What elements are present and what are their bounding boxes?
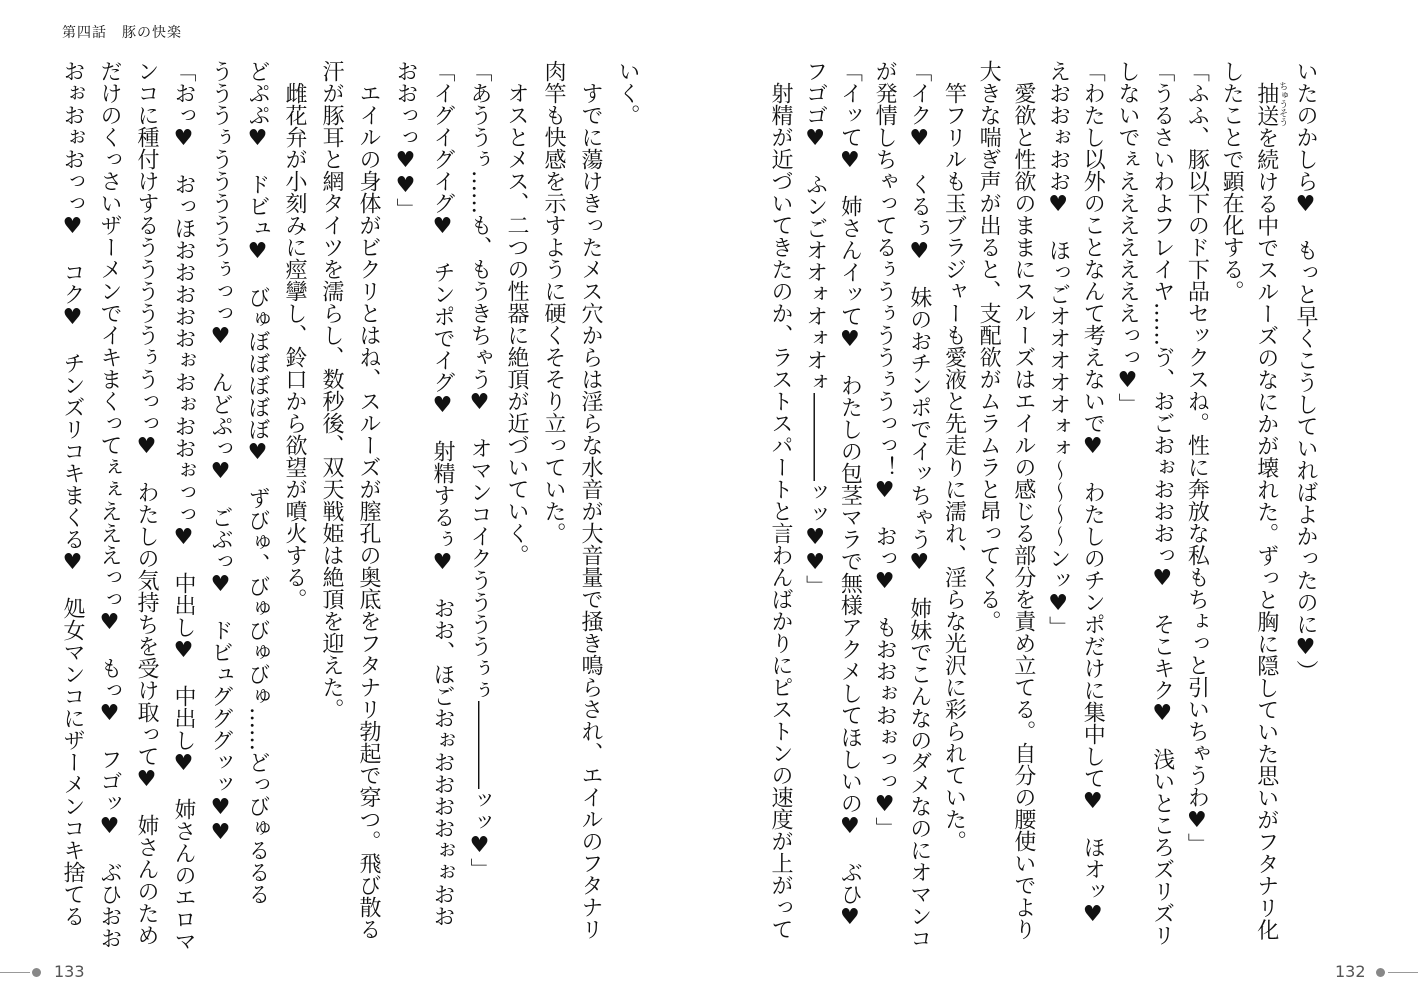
text-line: 「うるさいわよフレイヤ……ゔ、おごおぉおおおっ♥ そこキク♥ 浅いところズリズリ xyxy=(1149,60,1175,946)
page-number-left: 133 xyxy=(54,962,85,981)
text-line: 大きな喘ぎ声が出ると、支配欲がムラムラと昂ってくる。 xyxy=(976,60,1002,632)
right-footer-rule xyxy=(1388,972,1418,973)
text-line: 「ふふ、豚以下のド下品セックスね。性に奔放な私もちょっと引いちゃうわ♥」 xyxy=(1184,60,1210,855)
text-indent xyxy=(1254,60,1279,82)
left-page-body xyxy=(54,60,646,950)
text-line: 「あううぅ……も、もうきちゃう♥ オマンコイクううううぅぅ――――ッッ♥」 xyxy=(467,60,492,880)
text-line: 竿フリルも玉ブラジャーも愛液と先走りに濡れ、淫らな光沢に彩られていた。 xyxy=(941,60,967,852)
text-line: が発情しちゃってるぅうぅううぅうっっ！♥ おっ♥ もおおぉおぉっっ♥」 xyxy=(872,60,898,839)
right-footer-dot xyxy=(1376,968,1385,977)
text-line: オスとメス、二つの性器に絶頂が近づいていく。 xyxy=(504,60,529,566)
text-line: 雌花弁が小刻みに痙攣し、鈴口から欲望が噴火する。 xyxy=(282,60,307,610)
text-line: 「おっ♥ おっほおおおおおぉおぉおおぉっっ♥ 中出し♥ 中出し♥ 姉さんのエロマ xyxy=(171,60,196,952)
text-line: うううぅうううううぅっっ♥ んどぷっ♥ ごぶっ♥ ドビュグググッッ♥♥ xyxy=(208,60,233,845)
text-line: 射精が近づいてきたのか、ラストスパートと言わんばかりにピストンの速度が上がって xyxy=(767,60,793,940)
text-line: 「イグイグイグ♥ チンポでイグ♥ 射精するぅ♥ おお、ほごおぉおおおおぉぉおお xyxy=(430,60,455,927)
text-line: 汗が豚耳と網タイツを濡らし、数秒後、双天戦姫は絶頂を迎えた。 xyxy=(319,60,344,720)
ruby-base: 抽送 xyxy=(1253,81,1279,127)
text-line: エイルの身体がビクリとはね、スルーズが膣孔の奥底をフタナリ勃起で穿つ。飛び散る xyxy=(356,60,381,940)
ruby-reading: ちゅうそう xyxy=(1277,81,1288,127)
text-line: 「イク♥ くるぅ♥ 妹のおチンポでイッちゃう♥ 姉妹でこんなのダメなのにオマンコ xyxy=(906,60,932,949)
page-number-right: 132 xyxy=(1335,962,1366,981)
text-line: 「イッて♥ 姉さんイッて♥ わたしの包茎マラで無様アクメしてほしいの♥ ぶひ♥ xyxy=(837,60,863,930)
running-header-chapter-title: 第四話 豚の快楽 xyxy=(62,25,182,41)
text-line: 愛欲と性欲のままにスルーズはエイルの感じる部分を責め立てる。自分の腰使いでより xyxy=(1010,60,1036,940)
text-line: だけのくっさいザーメンでイキまくってぇぇえええっっ♥ もっ♥ フゴッ♥ ぶひおお xyxy=(97,60,122,949)
text-line: ンコに種付けするうううううぅうっっ♥ わたしの気持ちを受け取って♥ 姉さんのため xyxy=(134,60,159,946)
text-line: 「わたし以外のことなんて考えないで♥ わたしのチンポだけに集中して♥ ほオッ♥ xyxy=(1080,60,1106,927)
text-segment: を続ける中でスルーズのなにかが壊れた。ずっと胸に隠していた思いがフタナリ化 xyxy=(1253,126,1279,941)
right-page-body xyxy=(767,60,1322,950)
text-line: すでに蕩けきったメス穴からは淫らな水音が大音量で掻き鳴らされ、エイルのフタナリ xyxy=(578,60,603,940)
text-line: おぉおぉおっっ♥ コク♥ チンズリコキまくる♥ 処女マンコにザーメンコキ捨てる xyxy=(60,60,85,927)
text-line: したことで顕在化する。 xyxy=(1219,60,1245,302)
text-line: いたのかしら♥ もっと早くこうしていればよかったのに♥） xyxy=(1293,60,1318,682)
text-line: フゴゴ♥ ふンごオオォオォオォ――――ッッ♥♥」 xyxy=(802,60,828,597)
text-line: おおっっ♥♥」 xyxy=(393,60,418,220)
text-line: いく。 xyxy=(615,60,640,126)
text-line: しないでぇえええええええっっ♥」 xyxy=(1114,60,1140,415)
text-line: 肉竿も快感を示すように硬くそそり立っていた。 xyxy=(541,60,566,544)
ruby-word xyxy=(1253,81,1288,127)
text-line xyxy=(1248,60,1287,950)
text-line: えおおぉおお♥ ほっごオオオオオォォ〜〜〜〜ンッ♥」 xyxy=(1045,60,1071,638)
left-footer-rule xyxy=(0,972,30,973)
text-line: どぷぷ♥ ドビュ♥ びゅぼぼぼぼぼ♥ ずびゅ、びゅびゅびゅ……どっびゅるるる xyxy=(245,60,270,905)
left-footer-dot xyxy=(32,968,41,977)
